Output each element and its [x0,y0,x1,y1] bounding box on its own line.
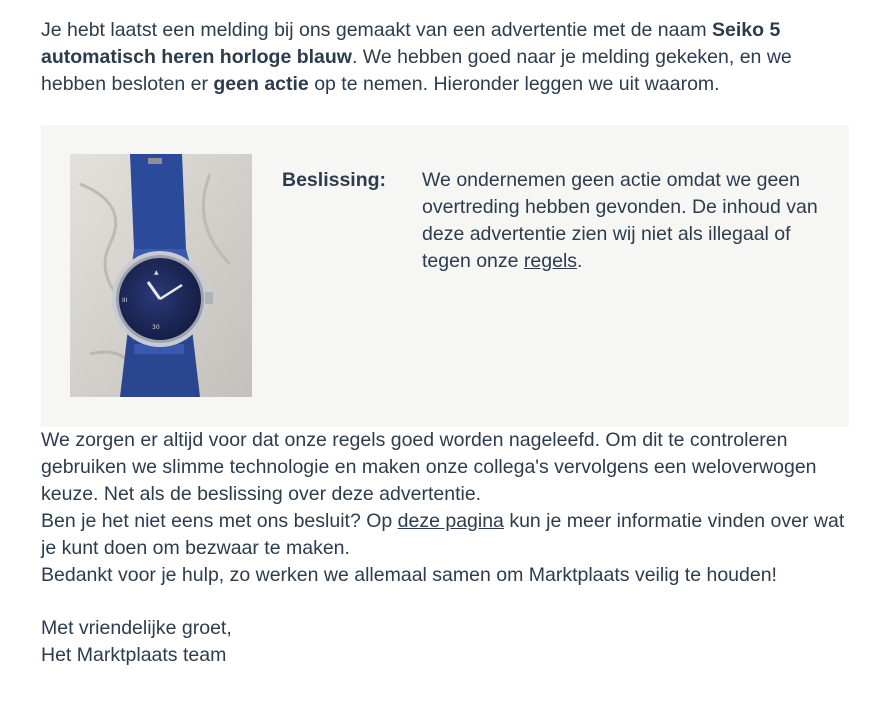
intro-text-1: Je hebt laatst een melding bij ons gemaakt van een advertentie met de naam [41,19,712,41]
decision-text [422,167,822,275]
intro-text-3: op te nemen. Hieronder leggen we uit waarom. [308,73,720,95]
decision-card [41,125,849,427]
signature-block [41,615,232,669]
watch-photo [70,154,252,397]
explanation-block [41,427,851,589]
intro-paragraph [41,17,841,98]
objection-page-link[interactable]: deze pagina [397,510,504,532]
explanation-paragraph-1: We zorgen er altijd voor dat onze regels goed worden nageleefd. Om dit te controleren gebruiken we slimme technologie en maken onze collega's vervolgens een weloverwogen keuze. Net als de beslissing over deze advertentie. [41,429,817,505]
greeting: Met vriendelijke groet, [41,617,232,639]
thanks-paragraph: Bedankt voor je hulp, zo werken we allemaal samen om Marktplaats veilig te houden! [41,564,777,586]
objection-text-end: kun je meer informatie vinden over wat je kunt doen om bezwaar te maken. [41,510,845,559]
team-name: Het Marktplaats team [41,644,227,666]
decision-bold: geen actie [213,73,309,95]
decision-end: . [577,250,583,272]
rules-link[interactable]: regels [523,250,578,272]
explanation-paragraph-2 [41,508,851,562]
decision-body: We ondernemen geen actie omdat we geen overtreding hebben gevonden. De inhoud van deze advertentie zien wij niet als illegaal of tegen onze [422,169,818,272]
objection-text-start: Ben je het niet eens met ons besluit? Op [41,510,398,532]
svg-text:III: III [122,297,128,304]
intro-block [41,17,841,98]
decision-label: Beslissing: [282,169,387,191]
svg-text:▲: ▲ [154,269,159,276]
svg-text:30: 30 [152,324,160,331]
intro-text-2: . We hebben goed naar je melding gekeken, en we hebben besloten er [41,46,792,95]
ad-name: Seiko 5 automatisch heren horloge blauw [41,19,781,68]
